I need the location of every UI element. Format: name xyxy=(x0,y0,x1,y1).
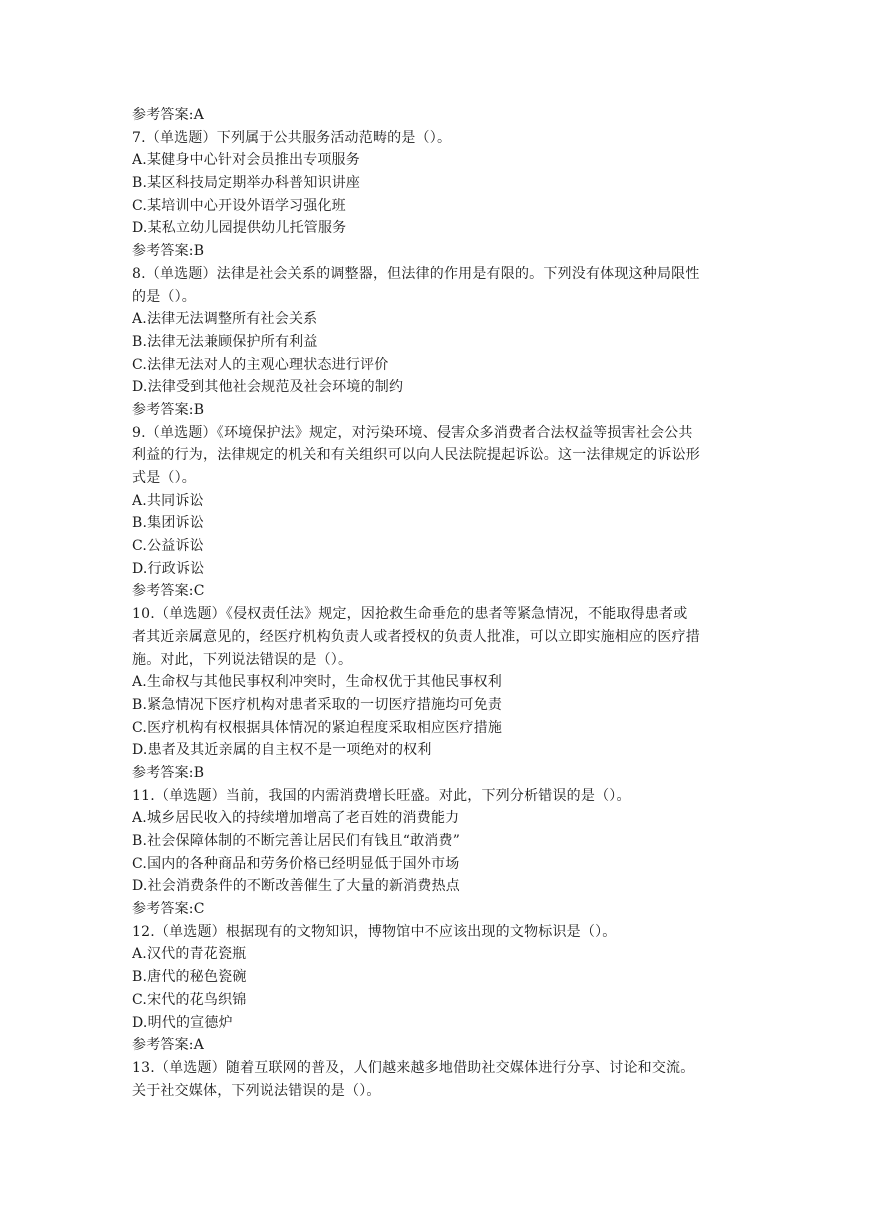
question-list xyxy=(132,127,736,1103)
answer-option: C.法律无法对人的主观心理状态进行评价 xyxy=(132,356,389,373)
document-page xyxy=(132,104,736,1102)
question-stem-line: 式是（）。 xyxy=(132,470,196,486)
question-stem-line: 11.（单选题）当前，我国的内需消费增长旺盛。对此，下列分析错误的是（）。 xyxy=(132,787,631,804)
answer-option: D.行政诉讼 xyxy=(132,560,205,577)
answer-key: 参考答案:B xyxy=(132,764,205,781)
answer-key: 参考答案:B xyxy=(132,401,205,418)
answer-option: D.明代的宣德炉 xyxy=(132,1014,233,1031)
answer-option: D.患者及其近亲属的自主权不是一项绝对的权利 xyxy=(132,742,432,759)
question-stem-line: 利益的行为，法律规定的机关和有关组织可以向人民法院提起诉讼。这一法律规定的诉讼形 xyxy=(132,447,700,464)
question-stem-line: 13.（单选题）随着互联网的普及，人们越来越多地借助社交媒体进行分享、讨论和交流。 xyxy=(132,1059,695,1076)
answer-option: C.宋代的花鸟织锦 xyxy=(132,991,247,1008)
answer-option: D.社会消费条件的不断改善催生了大量的新消费热点 xyxy=(132,878,460,895)
answer-key: 参考答案:C xyxy=(132,901,205,918)
question-stem-line: 12.（单选题）根据现有的文物知识，博物馆中不应该出现的文物标识是（）。 xyxy=(132,923,617,940)
answer-option: C.公益诉讼 xyxy=(132,538,204,555)
question-block xyxy=(132,1057,736,1102)
question-block xyxy=(132,127,736,263)
question-stem-line: 者其近亲属意见的，经医疗机构负责人或者授权的负责人批准，可以立即实施相应的医疗措 xyxy=(132,628,700,645)
answer-option: B.某区科技局定期举办科普知识讲座 xyxy=(132,175,361,192)
answer-option: C.国内的各种商品和劳务价格已经明显低于国外市场 xyxy=(132,855,460,872)
answer-option: B.法律无法兼顾保护所有利益 xyxy=(132,333,318,350)
question-stem-line: 8.（单选题）法律是社会关系的调整器，但法律的作用是有限的。下列没有体现这种局限性 xyxy=(132,265,700,282)
answer-option: A.城乡居民收入的持续增加增高了老百姓的消费能力 xyxy=(132,810,460,827)
question-block xyxy=(132,603,736,785)
question-block xyxy=(132,785,736,921)
question-stem-line: 7.（单选题）下列属于公共服务活动范畴的是（）。 xyxy=(132,129,452,146)
answer-option: D.某私立幼儿园提供幼儿托管服务 xyxy=(132,220,347,237)
answer-option: A.汉代的青花瓷瓶 xyxy=(132,946,247,963)
answer-option: D.法律受到其他社会规范及社会环境的制约 xyxy=(132,379,404,396)
answer-option: C.某培训中心开设外语学习强化班 xyxy=(132,197,346,214)
answer-option: B.唐代的秘色瓷碗 xyxy=(132,969,247,986)
answer-option: C.医疗机构有权根据具体情况的紧迫程度采取相应医疗措施 xyxy=(132,719,503,736)
question-block xyxy=(132,422,736,604)
answer-option: A.共同诉讼 xyxy=(132,492,204,509)
answer-key: 参考答案:A xyxy=(132,107,205,123)
question-block xyxy=(132,263,736,422)
question-stem-line: 9.（单选题）《环境保护法》规定，对污染环境、侵害众多消费者合法权益等损害社会公共 xyxy=(132,424,693,441)
answer-option: B.集团诉讼 xyxy=(132,515,204,532)
answer-option: A.法律无法调整所有社会关系 xyxy=(132,311,318,328)
answer-option: B.紧急情况下医疗机构对患者采取的一切医疗措施均可免责 xyxy=(132,696,503,713)
answer-option: A.某健身中心针对会员推出专项服务 xyxy=(132,152,360,169)
answer-key: 参考答案:A xyxy=(132,1037,205,1054)
question-stem-line: 10.（单选题）《侵权责任法》规定，因抢救生命垂危的患者等紧急情况，不能取得患者或 xyxy=(132,606,688,623)
answer-option: B.社会保障体制的不断完善让居民们有钱且“敢消费” xyxy=(132,833,461,849)
answer-key: 参考答案:B xyxy=(132,243,205,260)
answer-key: 参考答案:C xyxy=(132,583,205,600)
question-stem-line: 施。对此，下列说法错误的是（）。 xyxy=(132,651,353,668)
question-stem-line: 的是（）。 xyxy=(132,288,196,305)
question-block xyxy=(132,921,736,1057)
answer-option: A.生命权与其他民事权利冲突时，生命权优于其他民事权利 xyxy=(132,674,502,691)
question-stem-line: 关于社交媒体，下列说法错误的是（）。 xyxy=(132,1082,381,1099)
